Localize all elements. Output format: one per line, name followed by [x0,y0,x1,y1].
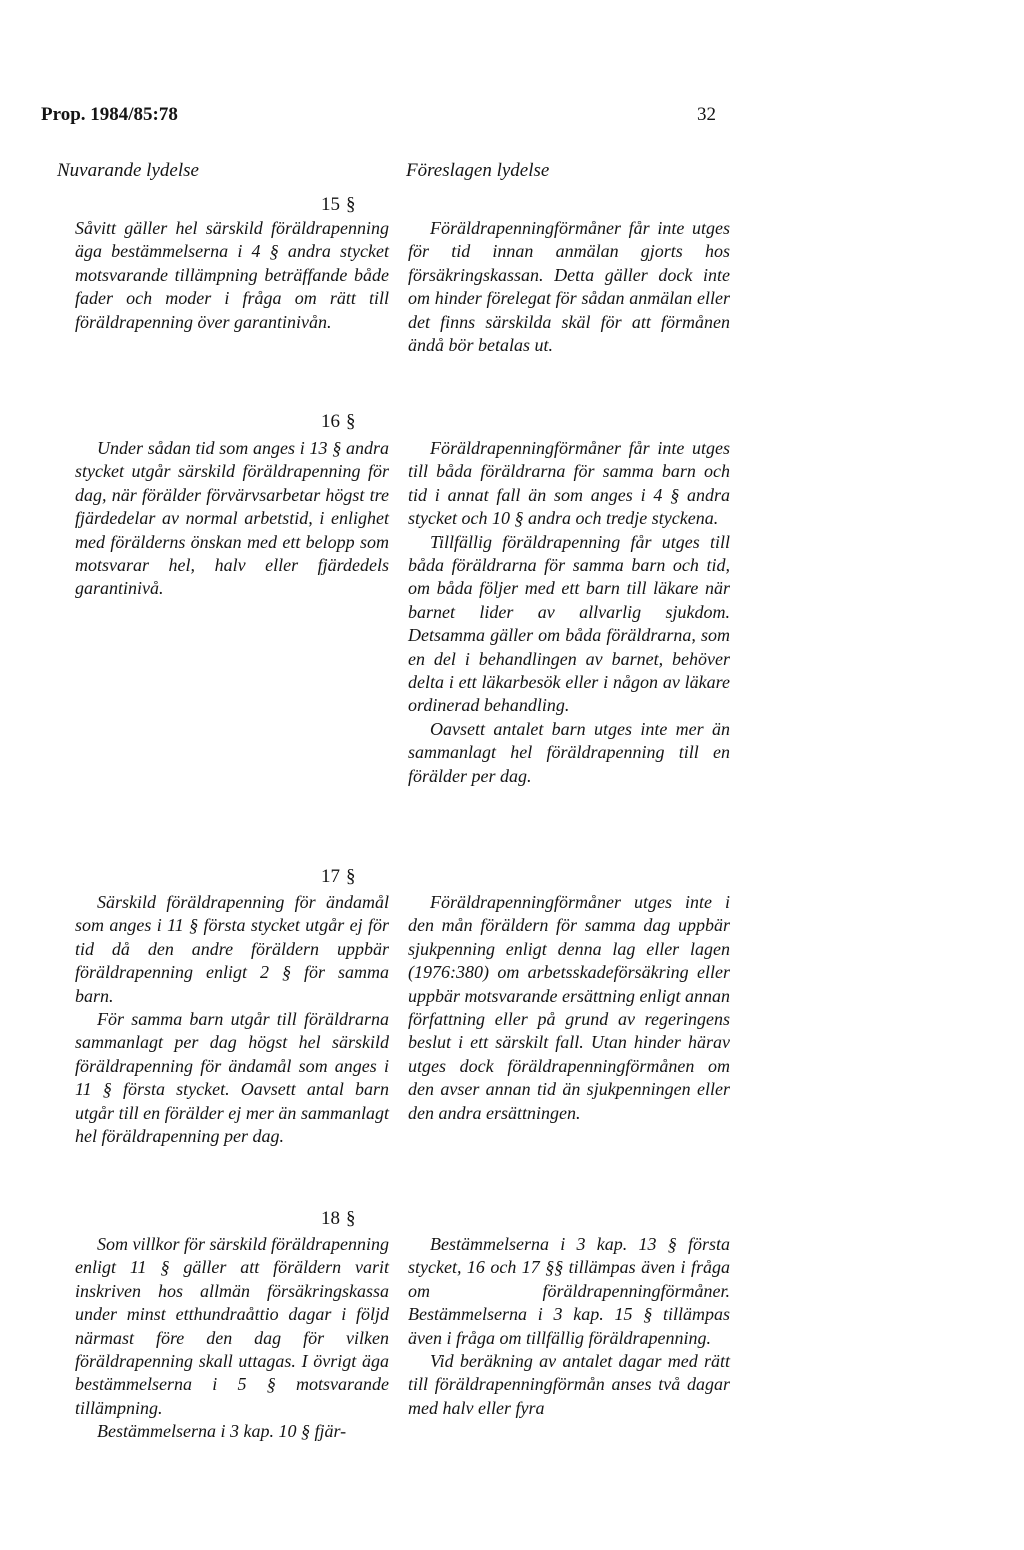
paragraph-sign: § [346,1208,356,1229]
paragraph: Vid beräkning av antalet dagar med rätt till föräldrapenningförmån anses två dagar med halv eller fyra [408,1351,730,1418]
paragraph: Föräldrapenningförmåner får inte utges för tid innan anmälan gjorts hos försäkringskassan. Detta gäller dock inte om hinder förelegat för sådan anmälan eller det finns särskilda skäl för att förmånen ändå bör betalas ut. [408,218,730,356]
section-16-proposed-text [408,437,730,788]
paragraph: Föräldrapenningförmåner utges inte i den mån föräldern för samma dag uppbär sjukpenning enligt denna lag eller lagen (1976:380) om arbetsskadeförsäkring eller uppbär motsvarande ersättning enligt annan författning eller på grund av regeringens beslut i ett särskilt fall. Utan hinder härav utges dock föräldrapenningförmånen om den avser annan tid än sjukpenningen eller den andra ersättningen. [408,892,730,1123]
section-17-proposed-text [408,891,730,1125]
paragraph: Bestämmelserna i 3 kap. 10 § fjär- [97,1421,347,1442]
paragraph-sign: § [346,866,356,887]
proposed-wording-heading: Föreslagen lydelse [406,160,550,181]
section-15-current-text [75,217,389,334]
section-number: 18 [321,1208,340,1229]
paragraph: Tillfällig föräldrapenning får utges till båda föräldrarna för samma barn och tid, om båda följer med ett barn till läkare när barnet lider av allvarlig sjukdom. Detsamma gäller om båda föräldrarna, som en del i behandlingen av barnet, behöver delta i ett läkarbesök eller i någon av läkare ordinerad behandling. [408,531,730,716]
paragraph: Särskild föräldrapenning för ändamål som anges i 11 § första stycket utgår ej för tid då den andre föräldern uppbär föräldrapenning enligt 2 § för samma barn. [75,892,389,1006]
paragraph: Oavsett antalet barn utges inte mer än sammanlagt hel föräldrapenning till en förälder per dag. [408,718,730,786]
paragraph: Bestämmelserna i 3 kap. 13 § första stycket, 16 och 17 §§ tillämpas även i fråga om föräldrapenningförmåner. Bestämmelserna i 3 kap. 15 § tillämpas även i fråga om tillfällig föräldrapenning. [408,1234,730,1348]
section-15-proposed-text [408,217,730,357]
section-18-current-text [75,1233,389,1444]
paragraph-sign: § [346,411,356,432]
paragraph: Såvitt gäller hel särskild föräldrapenning äga bestämmelserna i 4 § andra stycket motsvarande tillämpning beträffande både fader och moder i fråga om rätt till föräldrapenning över garantinivån. [75,218,389,332]
current-wording-heading: Nuvarande lydelse [57,160,199,181]
paragraph: Som villkor för särskild föräldrapenning enligt 11 § gäller att föräldern varit inskriven hos allmän försäkringskassa under minst etthundraåttio dagar i följd närmast före den dag för vilken föräldrapenning skall uttagas. I övrigt äga bestämmelserna i 5 § motsvarande tillämpning. [75,1234,389,1418]
section-18-proposed-text [408,1233,730,1420]
page-number: 32 [697,104,716,125]
section-17-current-text [75,891,389,1148]
document-reference: Prop. 1984/85:78 [41,104,178,125]
section-number: 16 [321,411,340,432]
section-number: 17 [321,866,340,887]
section-number: 15 [321,194,340,215]
section-16-current-text [75,437,389,601]
paragraph-sign: § [346,194,356,215]
paragraph: För samma barn utgår till föräldrarna sammanlagt per dag högst hel särskild föräldrapenning för ändamål som anges i 11 § första stycket. Oavsett antal barn utgår till en förälder ej mer än sammanlagt hel föräldrapenning per dag. [75,1009,389,1147]
paragraph: Föräldrapenningförmåner får inte utges till båda föräldrarna för samma barn och tid i annat fall än som anges i 4 § andra stycket och 10 § andra och tredje styckena. [408,438,730,529]
paragraph: Under sådan tid som anges i 13 § andra stycket utgår särskild föräldrapenning för dag, när förälder förvärvsarbetar högst tre fjärdedelar av normal arbetstid, i enlighet med förälderns önskan med ett belopp som motsvarar hel, halv eller fjärdedels garantinivå. [75,438,389,599]
